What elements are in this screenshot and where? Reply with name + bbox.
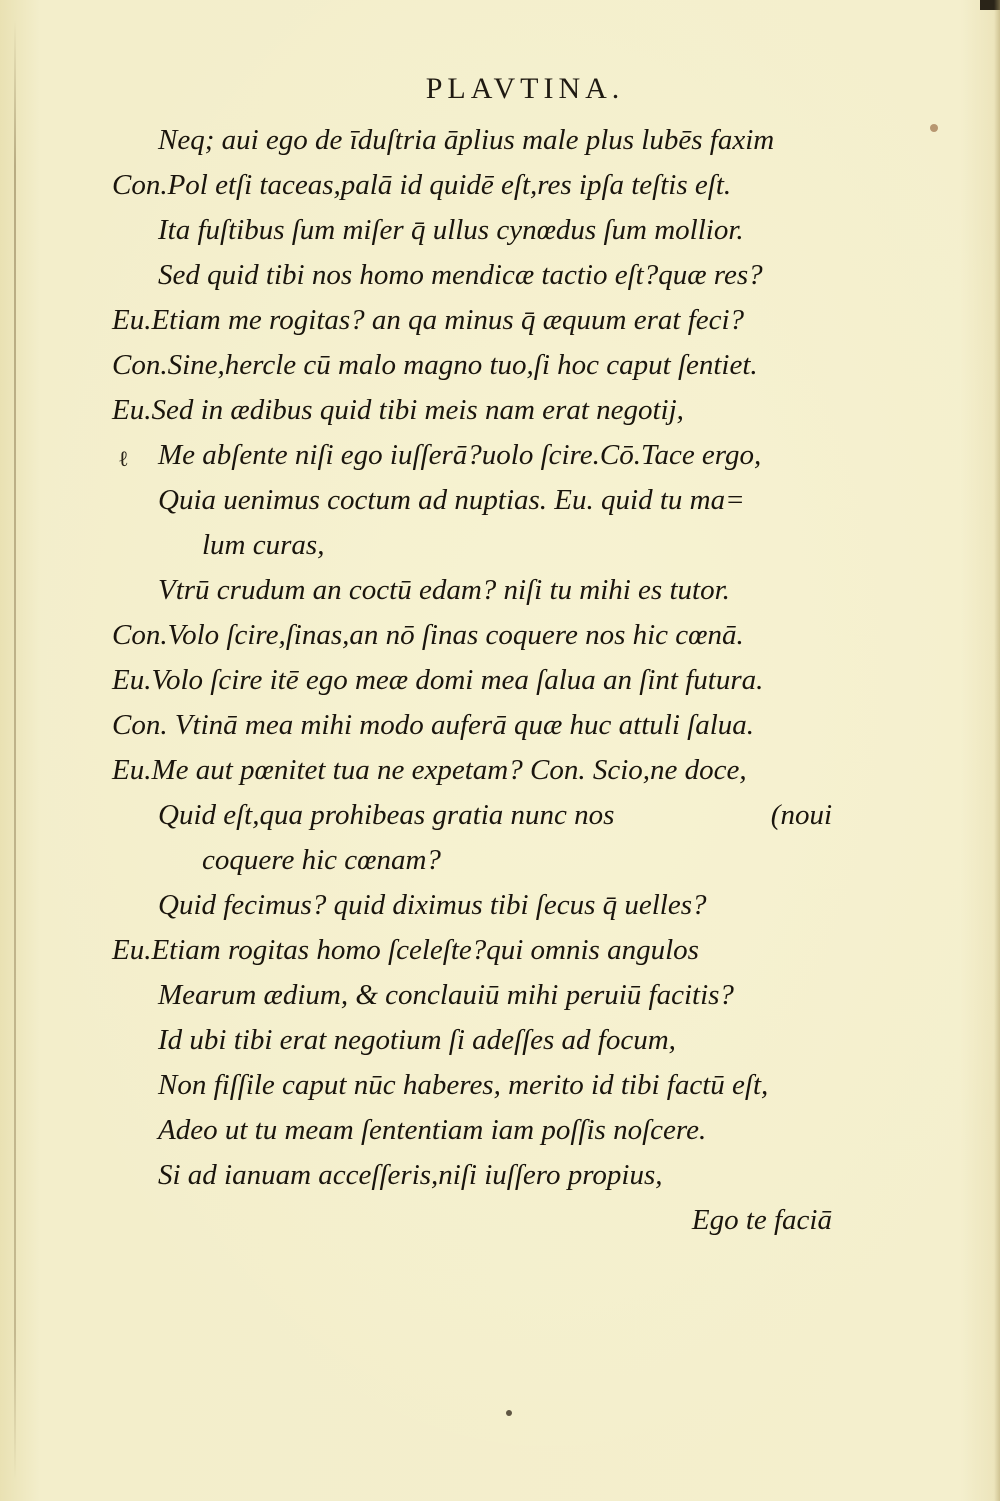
- text-line: Id ubi tibi erat negotium ſi adeſſes ad focum,: [158, 1024, 676, 1056]
- running-title: PLAVTINA.: [425, 72, 625, 105]
- text-line: Sed quid tibi nos homo mendicæ tactio eſt?quæ res?: [158, 259, 763, 291]
- catchword: Ego te faciā: [691, 1204, 832, 1236]
- ink-speck: [930, 124, 938, 132]
- text-line: lum curas,: [202, 529, 325, 561]
- text-line: Eu.Sed in ædibus quid tibi meis nam erat negotij,: [112, 394, 684, 426]
- text-line-main: Quid eſt,qua prohibeas gratia nunc nos: [158, 799, 615, 831]
- text-line: Eu.Etiam rogitas homo ſceleſte?qui omnis angulos: [112, 934, 699, 966]
- text-line: Quid fecimus? quid diximus tibi ſecus q̄ uelles?: [158, 889, 707, 921]
- text-line: Eu.Volo ſcire itē ego meæ domi mea ſalua an ſint futura.: [112, 664, 764, 696]
- text-line: Si ad ianuam acceſſeris,niſi iuſſero propius,: [158, 1159, 663, 1191]
- text-line: coquere hic cœnam?: [202, 844, 441, 876]
- text-line-turnover: (noui: [770, 799, 832, 831]
- ink-speck: [506, 1410, 512, 1416]
- text-line: Quia uenimus coctum ad nuptias. Eu. quid tu ma=: [158, 484, 745, 516]
- text-line: Vtrū crudum an coctū edam? niſi tu mihi es tutor.: [158, 574, 730, 606]
- text-line: [112, 793, 832, 838]
- page-edge: [994, 0, 1000, 1501]
- verse-text: [112, 118, 832, 1243]
- text-line: Me abſente niſi ego iuſſerā?uolo ſcire.Cō.Tace ergo,: [158, 439, 762, 471]
- margin-mark: ℓ: [118, 446, 129, 471]
- text-line: Con.Sine,hercle cū malo magno tuo,ſi hoc caput ſentiet.: [112, 349, 758, 381]
- text-line: Con.Volo ſcire,ſinas,an nō ſinas coquere nos hic cœnā.: [112, 619, 744, 651]
- text-line: Con.Pol etſi taceas,palā id quidē eſt,res ipſa teſtis eſt.: [112, 169, 732, 201]
- binding-gutter: [14, 20, 16, 1480]
- text-line: Ita fuſtibus ſum miſer q̄ ullus cynœdus ſum mollior.: [158, 214, 744, 246]
- text-line: Con. Vtinā mea mihi modo auferā quæ huc attuli ſalua.: [112, 709, 755, 741]
- text-line: Eu.Me aut pœnitet tua ne expetam? Con. Scio,ne doce,: [112, 754, 747, 786]
- text-line: Mearum ædium, & conclauiū mihi peruiū facitis?: [158, 979, 734, 1011]
- text-line: Non fiſſile caput nūc haberes, merito id tibi factū eſt,: [158, 1069, 769, 1101]
- text-line: Adeo ut tu meam ſententiam iam poſſis noſcere.: [158, 1114, 707, 1146]
- text-line: Neq; aui ego de īduſtria āplius male plus lubēs faxim: [158, 124, 775, 156]
- text-line: Eu.Etiam me rogitas? an qa minus q̄ æquum erat feci?: [112, 304, 745, 336]
